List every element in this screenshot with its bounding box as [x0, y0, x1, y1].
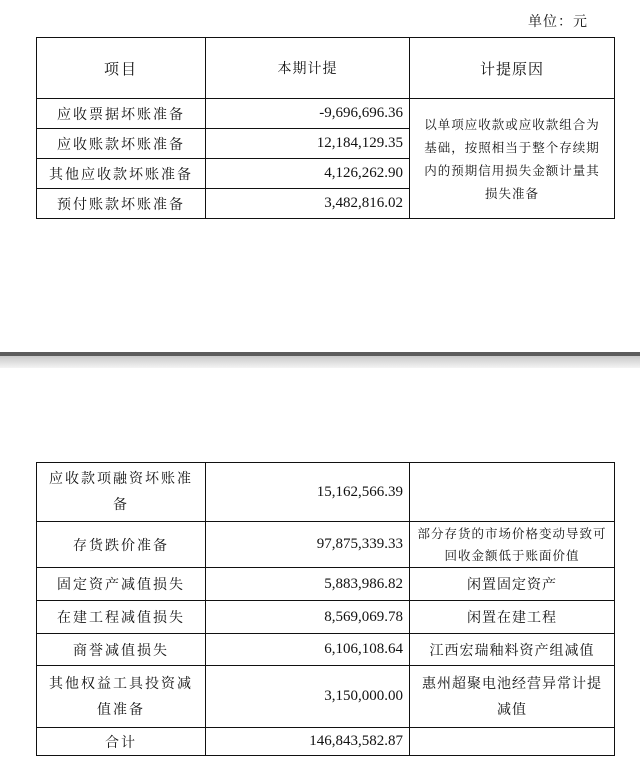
header-item: 项目 — [37, 38, 206, 99]
provision-table-bottom — [36, 462, 615, 756]
row-item: 应收账款坏账准备 — [37, 129, 206, 159]
row-reason — [410, 463, 615, 522]
page-break-divider — [0, 352, 640, 372]
table-row — [37, 522, 615, 568]
row-reason: 部分存货的市场价格变动导致可回收金额低于账面价值 — [410, 522, 615, 568]
total-reason — [410, 728, 615, 756]
table-row — [37, 463, 615, 522]
row-reason: 闲置固定资产 — [410, 568, 615, 601]
row-item: 在建工程减值损失 — [37, 601, 206, 634]
row-amount: 3,150,000.00 — [206, 666, 410, 728]
table-header-row — [37, 38, 615, 99]
table-row-total — [37, 728, 615, 756]
row-item: 其他应收款坏账准备 — [37, 159, 206, 189]
row-reason: 闲置在建工程 — [410, 601, 615, 634]
row-item: 其他权益工具投资减值准备 — [37, 666, 206, 728]
row-item: 固定资产减值损失 — [37, 568, 206, 601]
row-amount: 5,883,986.82 — [206, 568, 410, 601]
unit-label: 单位：元 — [528, 14, 588, 30]
provision-table-top — [36, 37, 615, 219]
row-amount: -9,696,696.36 — [206, 99, 410, 129]
row-amount: 4,126,262.90 — [206, 159, 410, 189]
row-reason-merged: 以单项应收款或应收款组合为基础，按照相当于整个存续期内的预期信用损失金额计量其损失准备 — [410, 99, 615, 219]
table-row — [37, 634, 615, 666]
table-row — [37, 666, 615, 728]
row-amount: 3,482,816.02 — [206, 189, 410, 219]
header-reason: 计提原因 — [410, 38, 615, 99]
row-amount: 8,569,069.78 — [206, 601, 410, 634]
row-amount: 97,875,339.33 — [206, 522, 410, 568]
row-reason: 江西宏瑞釉料资产组减值 — [410, 634, 615, 666]
row-item: 存货跌价准备 — [37, 522, 206, 568]
table-row — [37, 568, 615, 601]
row-amount: 15,162,566.39 — [206, 463, 410, 522]
page-break-light-band — [0, 356, 640, 368]
table-row — [37, 99, 615, 129]
row-reason: 惠州超聚电池经营异常计提减值 — [410, 666, 615, 728]
row-amount: 12,184,129.35 — [206, 129, 410, 159]
row-item: 应收款项融资坏账准备 — [37, 463, 206, 522]
total-label: 合计 — [37, 728, 206, 756]
row-amount: 6,106,108.64 — [206, 634, 410, 666]
row-item: 商誉减值损失 — [37, 634, 206, 666]
total-amount: 146,843,582.87 — [206, 728, 410, 756]
header-amount: 本期计提 — [206, 38, 410, 99]
table-row — [37, 601, 615, 634]
row-item: 预付账款坏账准备 — [37, 189, 206, 219]
row-item: 应收票据坏账准备 — [37, 99, 206, 129]
